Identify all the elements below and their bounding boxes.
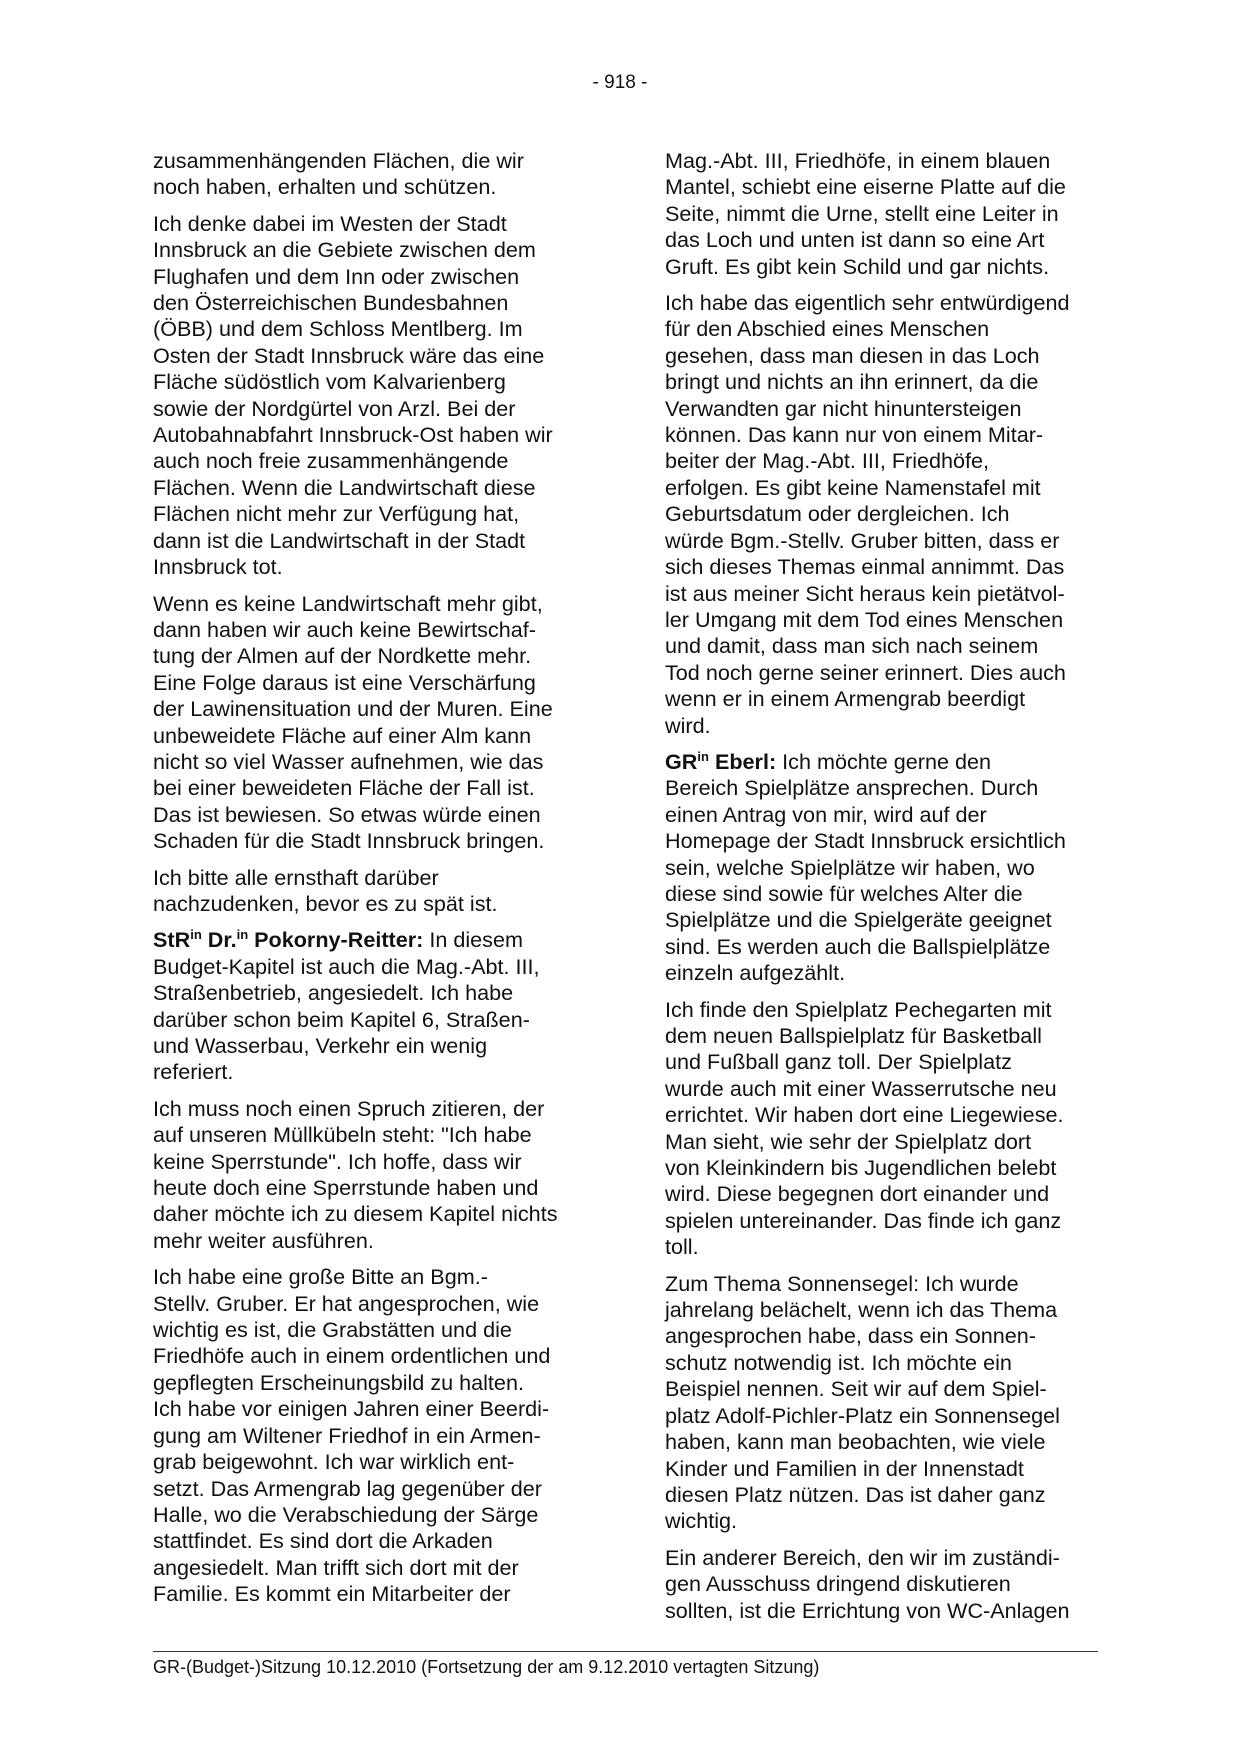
text-line: sein, welche Spielplätze wir haben, wo — [665, 854, 1035, 880]
text-line: von Kleinkindern bis Jugendlichen belebt — [665, 1155, 1057, 1181]
text-line: Halle, wo die Verabschiedung der Särge — [153, 1501, 539, 1527]
paragraph — [153, 1096, 588, 1254]
page-number: - 918 - — [592, 72, 648, 93]
left-column — [153, 148, 588, 1618]
text-line: gen Ausschuss dringend diskutieren — [665, 1571, 1011, 1597]
text-line: noch haben, erhalten und schützen. — [153, 174, 497, 200]
text-line: Innsbruck an die Gebiete zwischen dem — [153, 237, 536, 263]
text-line: einzeln aufgezählt. — [665, 960, 846, 986]
text-line: angesprochen habe, dass ein Sonnen- — [665, 1323, 1036, 1349]
text-line: auch noch freie zusammenhängende — [153, 448, 509, 474]
text-line: würde Bgm.-Stellv. Gruber bitten, dass er — [665, 527, 1060, 553]
text-line: gung am Wiltener Friedhof in ein Armen- — [153, 1422, 541, 1448]
text-line: setzt. Das Armengrab lag gegenüber der — [153, 1475, 542, 1501]
speaker-line-text: Ich möchte gerne den — [782, 748, 992, 774]
text-line: stattfindet. Es sind dort die Arkaden — [153, 1528, 493, 1554]
text-line: Beispiel nennen. Seit wir auf dem Spiel- — [665, 1376, 1047, 1402]
text-line: zusammenhängenden Flächen, die wir — [153, 148, 524, 173]
text-line: dann haben wir auch keine Bewirtschaf- — [153, 616, 536, 642]
paragraph — [153, 148, 588, 201]
speaker-degree-suffix: in — [236, 927, 249, 943]
text-line: mehr weiter ausführen. — [153, 1227, 374, 1253]
text-line: ler Umgang mit dem Tod eines Menschen — [665, 606, 1064, 632]
text-line: heute doch eine Sperrstunde haben und — [153, 1175, 539, 1201]
speaker-title-suffix: in — [190, 927, 202, 943]
text-line: Innsbruck tot. — [153, 554, 283, 580]
text-line: Homepage der Stadt Innsbruck ersichtlich — [665, 828, 1066, 854]
text-line: Schaden für die Stadt Innsbruck bringen. — [153, 828, 545, 854]
text-line: referiert. — [153, 1059, 234, 1085]
text-line: wurde auch mit einer Wasserrutsche neu — [665, 1075, 1057, 1101]
text-line: dem neuen Ballspielplatz für Basketball — [665, 1023, 1042, 1048]
text-line: errichtet. Wir haben dort eine Liegewiese. — [665, 1102, 1064, 1128]
text-line: wichtig. — [665, 1508, 738, 1534]
text-line: Bereich Spielplätze ansprechen. Durch — [665, 775, 1039, 801]
text-line: beiter der Mag.-Abt. III, Friedhöfe, — [665, 448, 990, 474]
text-line: Ich habe das eigentlich sehr entwürdigend — [665, 290, 1070, 316]
paragraph — [153, 1264, 588, 1607]
text-line: Ich habe vor einigen Jahren einer Beerdi- — [153, 1396, 550, 1422]
text-line: einen Antrag von mir, wird auf der — [665, 801, 987, 827]
text-line: Flächen nicht mehr zur Verfügung hat, — [153, 501, 520, 527]
text-line: Budget-Kapitel ist auch die Mag.-Abt. III, — [153, 953, 540, 979]
text-line: Fläche südöstlich vom Kalvarienberg — [153, 369, 506, 395]
text-line: toll. — [665, 1234, 699, 1260]
text-line: Ich muss noch einen Spruch zitieren, der — [153, 1095, 545, 1121]
text-line: nicht so viel Wasser aufnehmen, wie das — [153, 748, 544, 774]
text-line: sowie der Nordgürtel von Arzl. Bei der — [153, 395, 516, 421]
text-line: wichtig es ist, die Grabstätten und die — [153, 1317, 512, 1343]
paragraph — [153, 211, 588, 581]
text-line: diese sind sowie für welches Alter die — [665, 880, 1023, 906]
text-line: Das ist bewiesen. So etwas würde einen — [153, 801, 541, 827]
text-line: Straßenbetrieb, angesiedelt. Ich habe — [153, 980, 514, 1006]
text-line: schutz notwendig ist. Ich möchte ein — [665, 1349, 1012, 1375]
text-line: Autobahnabfahrt Innsbruck-Ost haben wir — [153, 422, 553, 448]
text-line: spielen untereinander. Das finde ich ganz — [665, 1207, 1062, 1233]
footer-divider — [153, 1651, 1098, 1652]
speaker-line — [153, 927, 588, 953]
speaker-title-suffix: in — [697, 748, 709, 764]
text-line: Wenn es keine Landwirtschaft mehr gibt, — [153, 590, 543, 616]
paragraph — [153, 591, 588, 855]
text-line: den Österreichischen Bundesbahnen — [153, 290, 509, 316]
text-line: haben, kann man beobachten, wie viele — [665, 1429, 1046, 1455]
text-line: Kinder und Familien in der Innenstadt — [665, 1455, 1024, 1481]
text-line: und Fußball ganz toll. Der Spielplatz — [665, 1049, 1012, 1075]
text-line: jahrelang belächelt, wenn ich das Thema — [665, 1297, 1058, 1323]
text-line: Geburtsdatum oder dergleichen. Ich — [665, 501, 1010, 527]
text-line: das Loch und unten ist dann so eine Art — [665, 227, 1045, 253]
text-line: gepflegten Erscheinungsbild zu halten. — [153, 1369, 524, 1395]
text-line: wird. — [665, 712, 711, 738]
text-line: auf unseren Müllkübeln steht: "Ich habe — [153, 1122, 532, 1148]
speaker-title: StR — [153, 927, 191, 953]
text-line: Eine Folge daraus ist eine Verschärfung — [153, 669, 536, 695]
text-line: Verwandten gar nicht hinuntersteigen — [665, 395, 1022, 421]
text-line: (ÖBB) und dem Schloss Mentlberg. Im — [153, 316, 523, 342]
text-line: Ich bitte alle ernsthaft darüber — [153, 864, 439, 890]
footer-session-info: GR-(Budget-)Sitzung 10.12.2010 (Fortsetzung der am 9.12.2010 vertagten Sitzung) — [153, 1657, 820, 1677]
text-line: Gruft. Es gibt kein Schild und gar nichts. — [665, 253, 1050, 279]
text-line: nachzudenken, bevor es zu spät ist. — [153, 890, 498, 916]
text-line: Zum Thema Sonnensegel: Ich wurde — [665, 1270, 1019, 1296]
text-line: bei einer beweideten Fläche der Fall ist. — [153, 775, 535, 801]
text-line: grab beigewohnt. Ich war wirklich ent- — [153, 1449, 515, 1475]
text-line: Osten der Stadt Innsbruck wäre das eine — [153, 342, 545, 368]
paragraph — [665, 997, 1097, 1261]
speaker-name — [153, 927, 423, 952]
paragraph — [665, 1271, 1097, 1535]
text-line: daher möchte ich zu diesem Kapitel nichts — [153, 1201, 558, 1227]
speaker-paragraph — [153, 927, 588, 1085]
text-line: Seite, nimmt die Urne, stellt eine Leiter in — [665, 200, 1059, 226]
text-line: der Lawinensituation und der Muren. Eine — [153, 696, 553, 722]
text-line: keine Sperrstunde". Ich hoffe, dass wir — [153, 1148, 522, 1174]
text-line: Friedhöfe auch in einem ordentlichen und — [153, 1343, 551, 1369]
text-line: Familie. Es kommt ein Mitarbeiter der — [153, 1581, 511, 1607]
text-line: Ich finde den Spielplatz Pechegarten mit — [665, 996, 1052, 1022]
text-line: Mag.-Abt. III, Friedhöfe, in einem blauen — [665, 148, 1051, 173]
text-line: Stellv. Gruber. Er hat angesprochen, wie — [153, 1290, 540, 1316]
text-line: ist aus meiner Sicht heraus kein pietätvol- — [665, 580, 1065, 606]
text-line: diesen Platz nützen. Das ist daher ganz — [665, 1481, 1046, 1507]
text-line: Ich denke dabei im Westen der Stadt — [153, 210, 507, 236]
text-line: Ich habe eine große Bitte an Bgm.- — [153, 1264, 488, 1290]
text-line: Spielplätze und die Spielgeräte geeignet — [665, 907, 1052, 933]
speaker-surname: Pokorny-Reitter: — [254, 927, 424, 953]
text-line: tung der Almen auf der Nordkette mehr. — [153, 643, 532, 669]
speaker-line — [665, 749, 1097, 775]
text-line: wird. Diese begegnen dort einander und — [665, 1181, 1050, 1207]
text-line: Flughafen und dem Inn oder zwischen — [153, 263, 520, 289]
text-line: Flächen. Wenn die Landwirtschaft diese — [153, 474, 536, 500]
text-line: Ein anderer Bereich, den wir im zuständi- — [665, 1544, 1060, 1570]
text-line: Tod noch gerne seiner erinnert. Dies auch — [665, 659, 1066, 685]
paragraph — [153, 865, 588, 918]
text-line: platz Adolf-Pichler-Platz ein Sonnensegel — [665, 1402, 1060, 1428]
text-line: bringt und nichts an ihn erinnert, da die — [665, 369, 1039, 395]
text-line: darüber schon beim Kapitel 6, Straßen- — [153, 1006, 530, 1032]
speaker-paragraph — [665, 749, 1097, 987]
text-line: sind. Es werden auch die Ballspielplätze — [665, 933, 1051, 959]
speaker-title: GR — [665, 748, 698, 774]
text-line: können. Das kann nur von einem Mitar- — [665, 422, 1044, 448]
text-line: sollten, ist die Errichtung von WC-Anlagen — [665, 1597, 1070, 1623]
paragraph — [665, 1545, 1097, 1624]
speaker-name — [665, 749, 776, 774]
right-column — [665, 148, 1097, 1634]
text-line: wenn er in einem Armengrab beerdigt — [665, 686, 1026, 712]
speaker-surname: Eberl: — [714, 748, 777, 774]
text-line: sich dieses Themas einmal annimmt. Das — [665, 554, 1065, 580]
text-line: dann ist die Landwirtschaft in der Stadt — [153, 527, 526, 553]
text-line: Mantel, schiebt eine eiserne Platte auf die — [665, 174, 1066, 200]
text-line: Man sieht, wie sehr der Spielplatz dort — [665, 1128, 1032, 1154]
text-line: und Wasserbau, Verkehr ein wenig — [153, 1033, 488, 1058]
paragraph — [665, 148, 1097, 280]
text-line: gesehen, dass man diesen in das Loch — [665, 342, 1040, 368]
text-line: und damit, dass man sich nach seinem — [665, 633, 1039, 659]
text-line: angesiedelt. Man trifft sich dort mit der — [153, 1554, 519, 1580]
text-line: erfolgen. Es gibt keine Namenstafel mit — [665, 474, 1041, 500]
speaker-line-text: In diesem — [429, 927, 523, 953]
text-line: unbeweidete Fläche auf einer Alm kann — [153, 722, 532, 748]
speaker-degree: Dr. — [207, 927, 237, 953]
text-line: für den Abschied eines Menschen — [665, 316, 990, 342]
paragraph — [665, 290, 1097, 739]
